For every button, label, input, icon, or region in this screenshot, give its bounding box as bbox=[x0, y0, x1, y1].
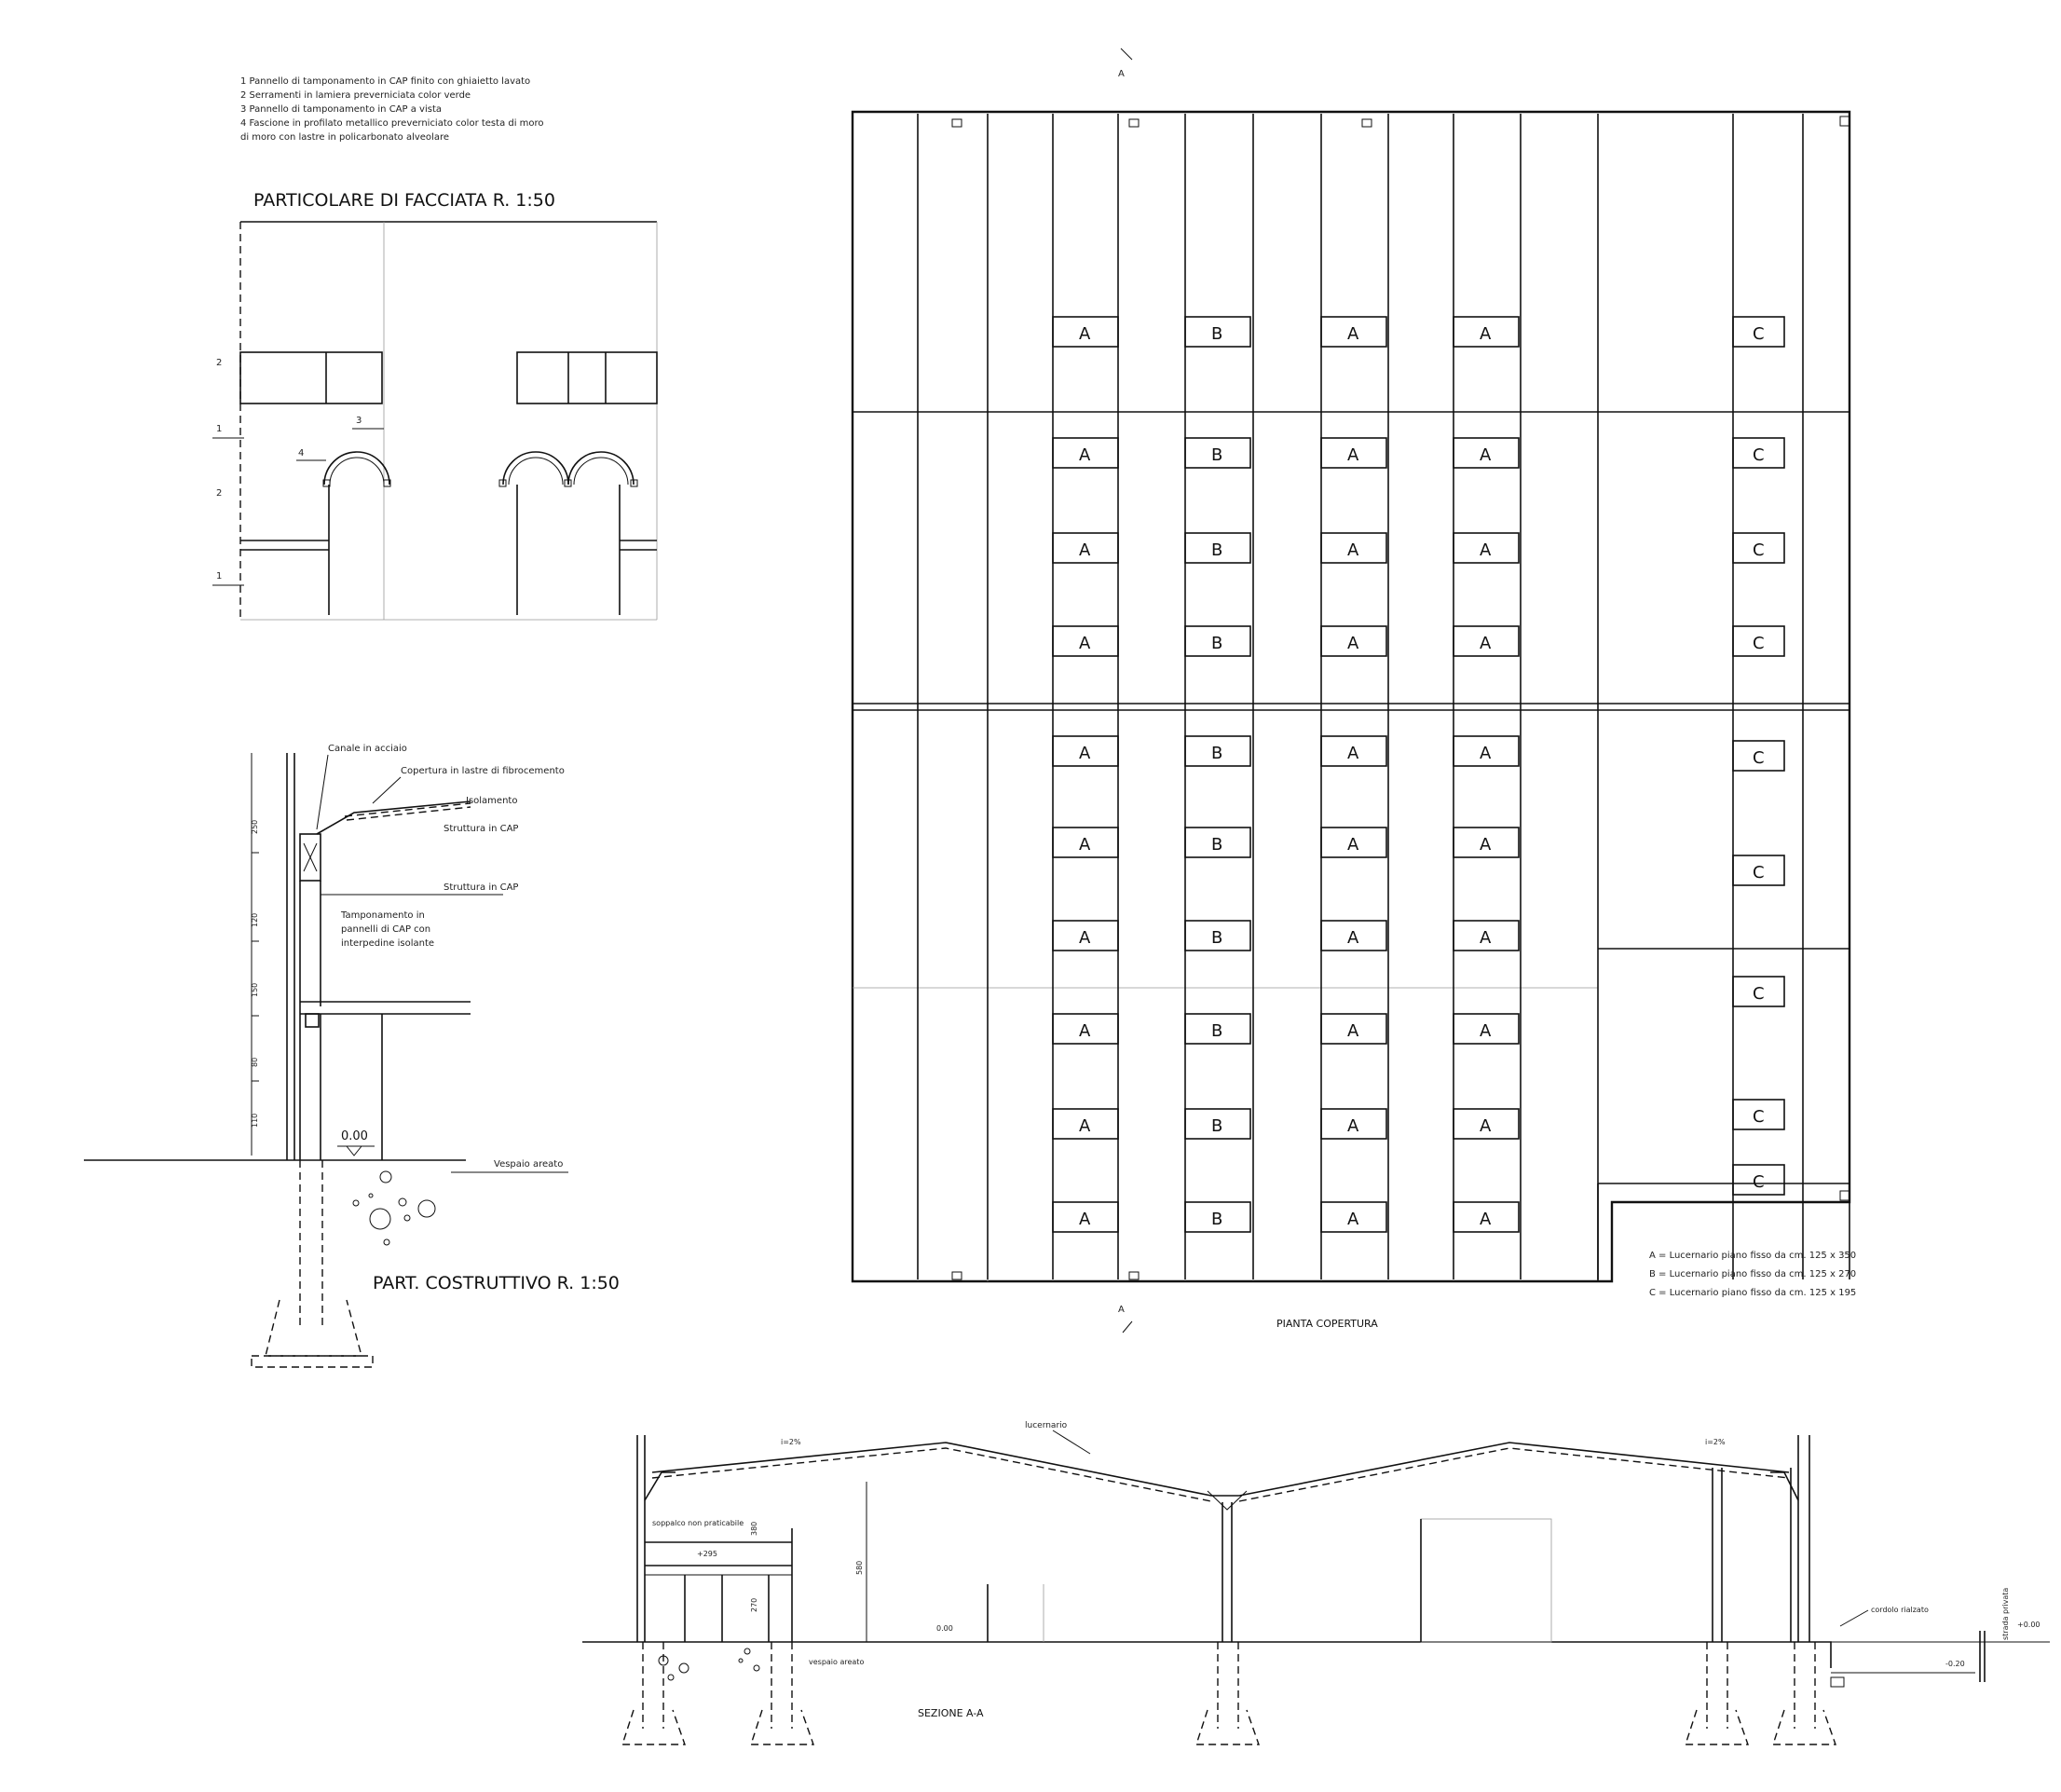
plan-title: PIANTA COPERTURA bbox=[1276, 1318, 1378, 1330]
construction-detail bbox=[84, 744, 620, 1367]
skylight-label: A bbox=[1347, 1210, 1359, 1229]
skylight-label: A bbox=[1480, 744, 1492, 763]
skylight-label: C bbox=[1753, 1172, 1765, 1192]
skylight-label: B bbox=[1211, 634, 1223, 653]
material-legend bbox=[240, 76, 544, 143]
dim-120: 120 bbox=[251, 912, 259, 927]
skylight-label: A bbox=[1079, 324, 1091, 344]
skylight-label: C bbox=[1753, 540, 1765, 560]
label-canale: Canale in acciaio bbox=[328, 744, 407, 754]
skylight-label: A bbox=[1347, 928, 1359, 948]
legend-line-3: 3 Pannello di tamponamento in CAP a vista bbox=[240, 104, 442, 115]
label-lucernario: lucernario bbox=[1025, 1421, 1068, 1430]
label-slope-left: i=2% bbox=[781, 1438, 801, 1446]
plan-legend-c: C = Lucernario piano fisso da cm. 125 x 195 bbox=[1649, 1288, 1857, 1298]
skylight-label: B bbox=[1211, 1210, 1223, 1229]
label-copertura: Copertura in lastre di fibrocemento bbox=[401, 766, 565, 776]
skylight-label: A bbox=[1079, 540, 1091, 560]
label-tamponamento-2: pannelli di CAP con bbox=[341, 924, 431, 935]
plan-legend-b: B = Lucernario piano fisso da cm. 125 x 270 bbox=[1649, 1269, 1857, 1279]
label-lv0: 0.00 bbox=[936, 1624, 953, 1633]
legend-line-5: di moro con lastre in policarbonato alveolare bbox=[240, 132, 449, 143]
dim-580: 580 bbox=[855, 1560, 864, 1575]
skylight-label: A bbox=[1480, 445, 1492, 465]
skylight-label: A bbox=[1480, 540, 1492, 560]
detail-title: PART. COSTRUTTIVO R. 1:50 bbox=[373, 1273, 620, 1293]
skylight-label: C bbox=[1753, 445, 1765, 465]
plan-legend-a: A = Lucernario piano fisso da cm. 125 x 350 bbox=[1649, 1251, 1857, 1261]
skylight-label: A bbox=[1079, 744, 1091, 763]
label-lv-neg: -0.20 bbox=[1945, 1660, 1965, 1668]
label-lv-ext: +0.00 bbox=[2017, 1621, 2041, 1629]
label-marciapiede: cordolo rialzato bbox=[1871, 1606, 1929, 1614]
skylight-label: C bbox=[1753, 324, 1765, 344]
skylight-label: A bbox=[1347, 835, 1359, 855]
skylight-label: A bbox=[1079, 928, 1091, 948]
skylight-label: B bbox=[1211, 1021, 1223, 1041]
skylight-label: A bbox=[1347, 744, 1359, 763]
dim-250: 250 bbox=[251, 819, 259, 834]
label-struttura-1: Struttura in CAP bbox=[444, 824, 519, 834]
skylight-label: A bbox=[1480, 324, 1492, 344]
dim-270: 270 bbox=[750, 1597, 758, 1612]
facade-mark-3: 3 bbox=[356, 416, 362, 426]
skylight-label: A bbox=[1480, 634, 1492, 653]
skylight-label: A bbox=[1079, 1210, 1091, 1229]
skylight-label: B bbox=[1211, 744, 1223, 763]
label-vespaio-section: vespaio areato bbox=[809, 1658, 865, 1666]
label-isolamento: Isolamento bbox=[466, 796, 518, 806]
label-tamponamento-1: Tamponamento in bbox=[341, 910, 425, 921]
dim-110: 110 bbox=[251, 1113, 259, 1128]
label-mezzanine: soppalco non praticabile bbox=[652, 1519, 744, 1527]
skylight-columns bbox=[918, 114, 1849, 1279]
skylight-label: A bbox=[1347, 445, 1359, 465]
skylight-label: A bbox=[1480, 1210, 1492, 1229]
skylight-label: A bbox=[1347, 540, 1359, 560]
skylight-label: C bbox=[1753, 863, 1765, 882]
skylight-label: C bbox=[1753, 984, 1765, 1004]
detail-level: 0.00 bbox=[341, 1129, 368, 1143]
skylight-label: A bbox=[1347, 1116, 1359, 1136]
skylight-label: A bbox=[1347, 634, 1359, 653]
facade-title: PARTICOLARE DI FACCIATA R. 1:50 bbox=[253, 190, 555, 211]
dim-150: 150 bbox=[251, 982, 259, 997]
skylight-label: B bbox=[1211, 445, 1223, 465]
section-marker-bottom: A bbox=[1118, 1305, 1125, 1315]
skylight-label: C bbox=[1753, 1107, 1765, 1127]
label-tamponamento-3: interpedine isolante bbox=[341, 938, 435, 949]
label-lv1: +295 bbox=[697, 1550, 717, 1558]
skylight-label: A bbox=[1347, 1021, 1359, 1041]
facade-mark-2b: 2 bbox=[216, 488, 223, 499]
skylight-label: C bbox=[1753, 748, 1765, 768]
skylight-label: A bbox=[1347, 324, 1359, 344]
section-marker-top: A bbox=[1118, 69, 1125, 79]
legend-line-4: 4 Fascione in profilato metallico preverniciato color testa di moro bbox=[240, 118, 544, 129]
skylight-label: A bbox=[1480, 1021, 1492, 1041]
facade-detail bbox=[212, 190, 657, 620]
section-a-a bbox=[582, 1421, 2050, 1744]
legend-line-1: 1 Pannello di tamponamento in CAP finito con ghiaietto lavato bbox=[240, 76, 531, 87]
legend-line-2: 2 Serramenti in lamiera preverniciata color verde bbox=[240, 90, 471, 101]
label-vespaio: Vespaio areato bbox=[494, 1159, 564, 1170]
label-struttura-2: Struttura in CAP bbox=[444, 882, 519, 893]
facade-mark-4: 4 bbox=[298, 448, 305, 458]
skylight-label: B bbox=[1211, 1116, 1223, 1136]
dim-80: 80 bbox=[251, 1057, 259, 1067]
skylight-label: A bbox=[1480, 835, 1492, 855]
facade-mark-2a: 2 bbox=[216, 358, 223, 368]
skylight-label: C bbox=[1753, 634, 1765, 653]
facade-mark-1b: 1 bbox=[216, 571, 223, 581]
skylight-label: A bbox=[1079, 835, 1091, 855]
skylight-label: A bbox=[1079, 1021, 1091, 1041]
label-slope-right: i=2% bbox=[1705, 1438, 1726, 1446]
skylight-label: A bbox=[1079, 634, 1091, 653]
dim-380: 380 bbox=[750, 1521, 758, 1536]
skylight-label: A bbox=[1079, 445, 1091, 465]
skylight-label: B bbox=[1211, 928, 1223, 948]
roof-plan bbox=[853, 48, 1856, 1333]
skylight-label: A bbox=[1480, 928, 1492, 948]
skylight-label: A bbox=[1079, 1116, 1091, 1136]
skylight-label: B bbox=[1211, 324, 1223, 344]
facade-mark-1a: 1 bbox=[216, 424, 223, 434]
label-strada: strada privata bbox=[2001, 1587, 2010, 1640]
section-title: SEZIONE A-A bbox=[918, 1707, 984, 1719]
skylight-label: B bbox=[1211, 540, 1223, 560]
skylight-label: A bbox=[1480, 1116, 1492, 1136]
skylight-label: B bbox=[1211, 835, 1223, 855]
